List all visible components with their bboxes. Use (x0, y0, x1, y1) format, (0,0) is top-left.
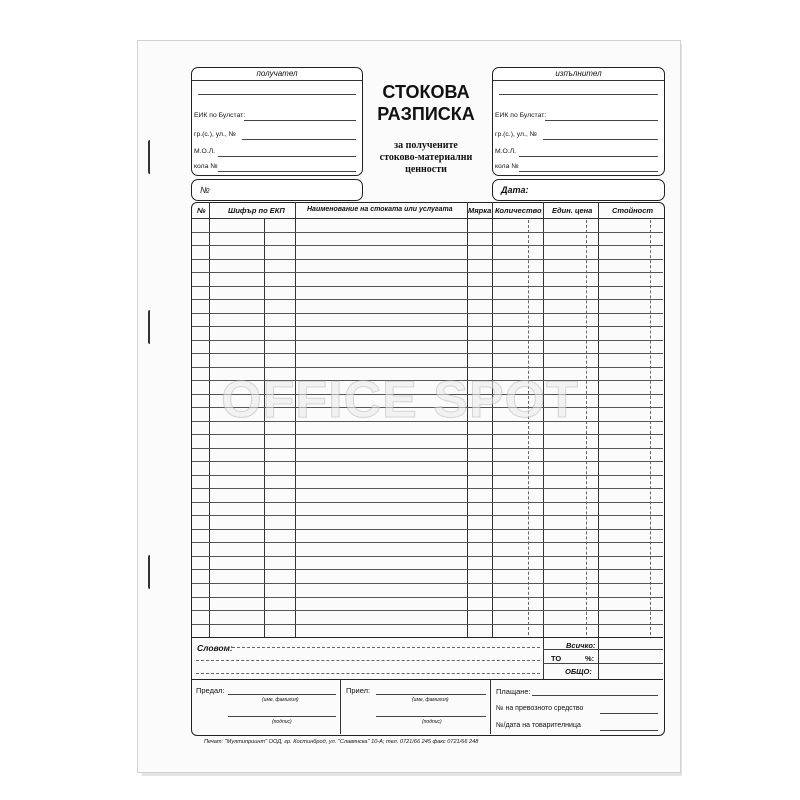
words-line-3[interactable] (196, 673, 540, 674)
col-dash (586, 220, 587, 635)
received-name-line[interactable] (376, 694, 486, 695)
received-sign-hint: (подпис) (422, 719, 442, 725)
handed-label: Предал: (196, 686, 225, 695)
handed-name-hint: (име, фамилия) (262, 697, 299, 703)
table-row[interactable] (192, 313, 663, 314)
recipient-address-line[interactable] (242, 139, 356, 140)
table-row[interactable] (192, 299, 663, 300)
col-header-description: Наименование на стоката или услугата (307, 206, 453, 213)
words-line-1[interactable] (232, 647, 540, 648)
form-subtitle-line1: за получените (394, 140, 458, 151)
binding-staple-middle (148, 310, 154, 344)
table-header-row (192, 204, 664, 219)
handed-name-line[interactable] (228, 694, 336, 695)
col-header-value: Стойност (612, 206, 654, 215)
col-header-quantity: Количество (495, 206, 542, 215)
table-row[interactable] (192, 326, 663, 327)
col-line (209, 202, 210, 637)
col-line (598, 202, 599, 637)
totals-value-cell[interactable] (598, 637, 664, 679)
total-label: Всичко: (566, 641, 596, 650)
table-row[interactable] (192, 542, 663, 543)
form-title-line2: РАЗПИСКА (377, 104, 475, 124)
supplier-box (492, 67, 665, 176)
table-row[interactable] (192, 569, 663, 570)
footer-col-line (490, 680, 491, 734)
recipient-eik-line[interactable] (244, 120, 356, 121)
table-row[interactable] (192, 434, 663, 435)
supplier-mol-label: М.О.Л. (495, 148, 517, 155)
recipient-box (191, 67, 363, 176)
recipient-eik-label: ЕИК по Булстат: (194, 112, 246, 119)
table-row[interactable] (192, 448, 663, 449)
recipient-header: получател (192, 68, 362, 81)
col-header-number: № (197, 206, 206, 215)
recipient-address-label: гр.(с.), ул., № (194, 131, 236, 138)
table-row[interactable] (192, 488, 663, 489)
supplier-name-line (499, 94, 658, 95)
col-header-unit: Мярка (468, 206, 492, 215)
received-label: Приел: (346, 686, 371, 695)
col-header-code: Шифър по ЕКП (228, 206, 285, 215)
form-title-line1: СТОКОВА (382, 82, 470, 102)
handed-sign-hint: (подпис) (272, 719, 292, 725)
table-row[interactable] (192, 610, 663, 611)
vehicle-label: № на превозното средство (496, 705, 584, 712)
received-sign-line[interactable] (376, 716, 486, 717)
words-label: Словом: (197, 643, 233, 653)
binding-staple-top (148, 140, 154, 174)
payment-label: Плащане: (496, 687, 531, 696)
recipient-car-label: кола № (194, 163, 218, 170)
supplier-car-line[interactable] (519, 171, 658, 172)
supplier-eik-label: ЕИК по Булстат: (495, 112, 547, 119)
table-row[interactable] (192, 259, 663, 260)
table-row[interactable] (192, 502, 663, 503)
form-subtitle-line3: ценности (405, 164, 447, 175)
supplier-address-line[interactable] (543, 139, 658, 140)
table-row[interactable] (192, 353, 663, 354)
payment-line[interactable] (532, 695, 658, 696)
table-row[interactable] (192, 597, 663, 598)
grand-total-label: ОБЩО: (565, 667, 592, 676)
number-label: № (200, 185, 210, 195)
table-row[interactable] (192, 232, 663, 233)
table-row[interactable] (192, 556, 663, 557)
table-row[interactable] (192, 515, 663, 516)
handed-sign-line[interactable] (228, 716, 336, 717)
col-header-unit-price: Един. цена (552, 206, 593, 215)
table-row[interactable] (192, 529, 663, 530)
table-row[interactable] (192, 340, 663, 341)
supplier-mol-line[interactable] (519, 156, 658, 157)
table-row[interactable] (192, 286, 663, 287)
footer-col-line (340, 680, 341, 734)
date-box[interactable] (492, 179, 665, 201)
recipient-mol-label: М.О.Л. (194, 148, 216, 155)
supplier-eik-line[interactable] (545, 120, 658, 121)
footer-divider (192, 679, 663, 680)
table-row[interactable] (192, 624, 663, 625)
table-row[interactable] (192, 461, 663, 462)
binding-staple-bottom (148, 555, 154, 589)
waybill-label: №/дата на товарителница (496, 722, 581, 729)
recipient-name-line (198, 94, 356, 95)
supplier-car-label: кола № (495, 163, 519, 170)
waybill-line[interactable] (600, 730, 658, 731)
printer-note: Печат: "Мултиприинт" ООД, гр. Костинброд, ул. "Славянска" 10-А; тел. 0721/66 245 факс 0721/66 248 (204, 739, 479, 745)
table-row[interactable] (192, 272, 663, 273)
received-name-hint: (име, фамилия) (412, 697, 449, 703)
col-dash (650, 220, 651, 635)
table-row[interactable] (192, 583, 663, 584)
words-line-2[interactable] (196, 660, 540, 661)
table-row[interactable] (192, 475, 663, 476)
to-label: ТО (551, 654, 562, 663)
watermark: OFFICE SPOT (221, 371, 579, 429)
number-box[interactable] (191, 179, 363, 201)
supplier-header: изпълнител (493, 68, 664, 81)
recipient-car-line[interactable] (218, 171, 356, 172)
table-row[interactable] (192, 245, 663, 246)
supplier-address-label: гр.(с.), ул., № (495, 131, 537, 138)
percent-label: %: (585, 654, 595, 663)
form-subtitle-line2: стоково-материални (379, 152, 473, 163)
recipient-mol-line[interactable] (218, 156, 356, 157)
vehicle-line[interactable] (600, 713, 658, 714)
table-row[interactable] (192, 367, 663, 368)
date-label: Дата: (501, 185, 529, 195)
